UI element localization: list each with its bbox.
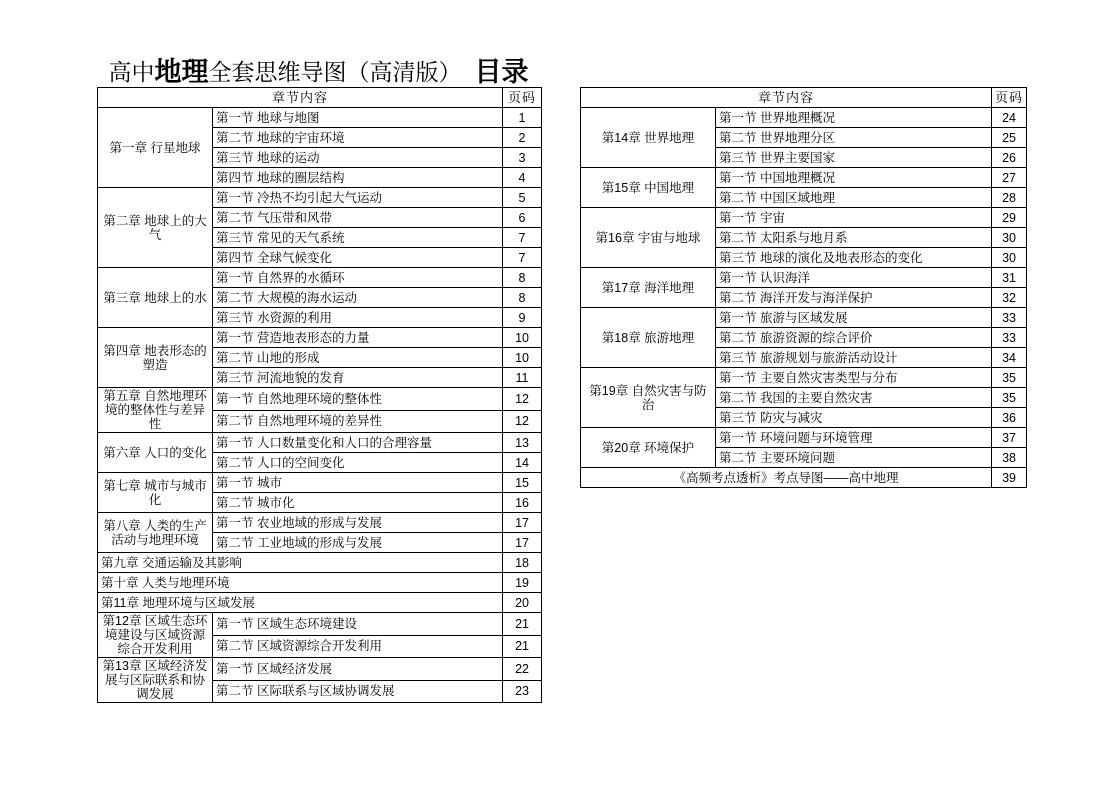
chapter-title-cell: 第15章 中国地理 [581,168,716,208]
title-part-2: 地理 [154,57,209,87]
section-title-cell: 第二节 世界地理分区 [716,128,992,148]
section-title-cell: 第二节 海洋开发与海洋保护 [716,288,992,308]
page-number-cell: 2 [503,128,542,148]
section-title-cell: 第三节 常见的天气系统 [213,228,503,248]
page-number-cell: 33 [992,308,1027,328]
toc-right-body [581,108,1027,488]
page-number-cell: 39 [992,468,1027,488]
toc-left-body [98,108,542,703]
section-title-cell: 第一节 宇宙 [716,208,992,228]
page-number-cell: 21 [503,613,542,636]
page-number-cell: 7 [503,228,542,248]
table-row [581,468,1027,488]
table-row [98,388,542,411]
table-row [581,308,1027,328]
chapter-title-cell: 第16章 宇宙与地球 [581,208,716,268]
page-number-cell: 9 [503,308,542,328]
section-title-cell: 第三节 地球的运动 [213,148,503,168]
table-row [98,513,542,533]
page-number-cell: 26 [992,148,1027,168]
page-number-cell: 22 [503,658,542,681]
section-title-cell: 第二节 工业地域的形成与发展 [213,533,503,553]
section-title-cell: 第一节 农业地域的形成与发展 [213,513,503,533]
table-header-row [581,88,1027,108]
chapter-title-cell: 第12章 区域生态环境建设与区域资源综合开发利用 [98,613,213,658]
section-title-cell: 第二节 中国区域地理 [716,188,992,208]
table-row [98,433,542,453]
section-title-cell: 第二节 我国的主要自然灾害 [716,388,992,408]
page-number-cell: 31 [992,268,1027,288]
page-number-cell: 37 [992,428,1027,448]
page-number-cell: 24 [992,108,1027,128]
page-number-cell: 35 [992,388,1027,408]
page-number-cell: 15 [503,473,542,493]
section-title-cell: 第一节 自然界的水循环 [213,268,503,288]
page-number-cell: 25 [992,128,1027,148]
page-number-cell: 4 [503,168,542,188]
section-title-cell: 第四节 地球的圈层结构 [213,168,503,188]
table-row [98,473,542,493]
section-title-cell: 第二节 区际联系与区域协调发展 [213,680,503,703]
section-title-cell: 第二节 太阳系与地月系 [716,228,992,248]
header-page-number: 页码 [992,88,1027,108]
page-number-cell: 32 [992,288,1027,308]
title-part-4: 目录 [474,57,529,87]
toc-table-right [580,87,1027,488]
chapter-title-cell: 第20章 环境保护 [581,428,716,468]
section-title-cell: 第一节 旅游与区域发展 [716,308,992,328]
section-title-cell: 第一节 世界地理概况 [716,108,992,128]
section-title-cell: 第三节 世界主要国家 [716,148,992,168]
section-title-cell: 第二节 山地的形成 [213,348,503,368]
chapter-title-full: 第11章 地理环境与区域发展 [98,593,503,613]
section-title-cell: 第一节 认识海洋 [716,268,992,288]
table-row [98,553,542,573]
section-title-cell: 第二节 主要环境问题 [716,448,992,468]
toc-table-left [97,87,542,703]
section-title-cell: 第一节 自然地理环境的整体性 [213,388,503,411]
page-number-cell: 8 [503,288,542,308]
chapter-title-cell: 第五章 自然地理环境的整体性与差异性 [98,388,213,433]
section-title-cell: 第一节 区域生态环境建设 [213,613,503,636]
page-number-cell: 14 [503,453,542,473]
page-number-cell: 10 [503,348,542,368]
page-number-cell: 29 [992,208,1027,228]
chapter-title-cell: 第18章 旅游地理 [581,308,716,368]
table-row [581,168,1027,188]
header-page-number: 页码 [503,88,542,108]
section-title-cell: 第三节 河流地貌的发育 [213,368,503,388]
page-number-cell: 12 [503,410,542,433]
page-number-cell: 1 [503,108,542,128]
page-number-cell: 36 [992,408,1027,428]
table-row [98,328,542,348]
page-number-cell: 35 [992,368,1027,388]
section-title-cell: 第一节 主要自然灾害类型与分布 [716,368,992,388]
page-number-cell: 5 [503,188,542,208]
page-number-cell: 7 [503,248,542,268]
header-chapter-content: 章节内容 [581,88,992,108]
table-row [98,593,542,613]
table-row [98,268,542,288]
chapter-title-cell: 第四章 地表形态的塑造 [98,328,213,388]
page-number-cell: 30 [992,248,1027,268]
page-number-cell: 19 [503,573,542,593]
page-number-cell: 23 [503,680,542,703]
page-number-cell: 18 [503,553,542,573]
chapter-title-cell: 第八章 人类的生产活动与地理环境 [98,513,213,553]
page-number-cell: 6 [503,208,542,228]
section-title-cell: 第二节 地球的宇宙环境 [213,128,503,148]
section-title-cell: 第二节 人口的空间变化 [213,453,503,473]
section-title-cell: 第二节 气压带和风带 [213,208,503,228]
chapter-title-cell: 第14章 世界地理 [581,108,716,168]
page-number-cell: 38 [992,448,1027,468]
section-title-cell: 第一节 冷热不均引起大气运动 [213,188,503,208]
page-number-cell: 16 [503,493,542,513]
section-title-cell: 第一节 城市 [213,473,503,493]
chapter-title-cell: 第19章 自然灾害与防治 [581,368,716,428]
chapter-title-cell: 第七章 城市与城市化 [98,473,213,513]
chapter-title-cell: 第二章 地球上的大气 [98,188,213,268]
table-row [98,108,542,128]
section-title-cell: 第二节 区域资源综合开发利用 [213,635,503,658]
section-title-cell: 第一节 营造地表形态的力量 [213,328,503,348]
section-title-cell: 第四节 全球气候变化 [213,248,503,268]
page-number-cell: 34 [992,348,1027,368]
page-number-cell: 13 [503,433,542,453]
section-title-cell: 第一节 地球与地图 [213,108,503,128]
page-number-cell: 21 [503,635,542,658]
page-number-cell: 17 [503,513,542,533]
chapter-title-cell: 第六章 人口的变化 [98,433,213,473]
section-title-cell: 第一节 环境问题与环境管理 [716,428,992,448]
page-number-cell: 3 [503,148,542,168]
page-number-cell: 17 [503,533,542,553]
page-number-cell: 28 [992,188,1027,208]
table-header-row [98,88,542,108]
title-part-1: 高中 [108,59,155,85]
table-row [98,188,542,208]
title-part-3: 全套思维导图（高清版） [208,59,462,85]
section-title-cell: 第二节 城市化 [213,493,503,513]
table-row [98,573,542,593]
chapter-title-full: 第九章 交通运输及其影响 [98,553,503,573]
section-title-cell: 第一节 人口数量变化和人口的合理容量 [213,433,503,453]
section-title-cell: 第三节 旅游规划与旅游活动设计 [716,348,992,368]
page-number-cell: 8 [503,268,542,288]
section-title-cell: 第二节 旅游资源的综合评价 [716,328,992,348]
section-title-cell: 第一节 中国地理概况 [716,168,992,188]
section-title-cell: 第二节 大规模的海水运动 [213,288,503,308]
chapter-title-full: 《高频考点透析》考点导图——高中地理 [581,468,992,488]
page-number-cell: 30 [992,228,1027,248]
chapter-title-cell: 第17章 海洋地理 [581,268,716,308]
table-row [581,368,1027,388]
section-title-cell: 第一节 区域经济发展 [213,658,503,681]
chapter-title-full: 第十章 人类与地理环境 [98,573,503,593]
page-number-cell: 20 [503,593,542,613]
table-row [581,108,1027,128]
section-title-cell: 第三节 防灾与减灾 [716,408,992,428]
header-chapter-content: 章节内容 [98,88,503,108]
chapter-title-cell: 第一章 行星地球 [98,108,213,188]
page-number-cell: 11 [503,368,542,388]
page-number-cell: 33 [992,328,1027,348]
page-title [97,52,540,86]
table-row [581,428,1027,448]
page-number-cell: 27 [992,168,1027,188]
chapter-title-cell: 第三章 地球上的水 [98,268,213,328]
table-row [581,208,1027,228]
table-row [98,658,542,681]
section-title-cell: 第三节 水资源的利用 [213,308,503,328]
section-title-cell: 第三节 地球的演化及地表形态的变化 [716,248,992,268]
page-number-cell: 10 [503,328,542,348]
table-row [581,268,1027,288]
section-title-cell: 第二节 自然地理环境的差异性 [213,410,503,433]
page-number-cell: 12 [503,388,542,411]
table-row [98,613,542,636]
chapter-title-cell: 第13章 区域经济发展与区际联系和协调发展 [98,658,213,703]
